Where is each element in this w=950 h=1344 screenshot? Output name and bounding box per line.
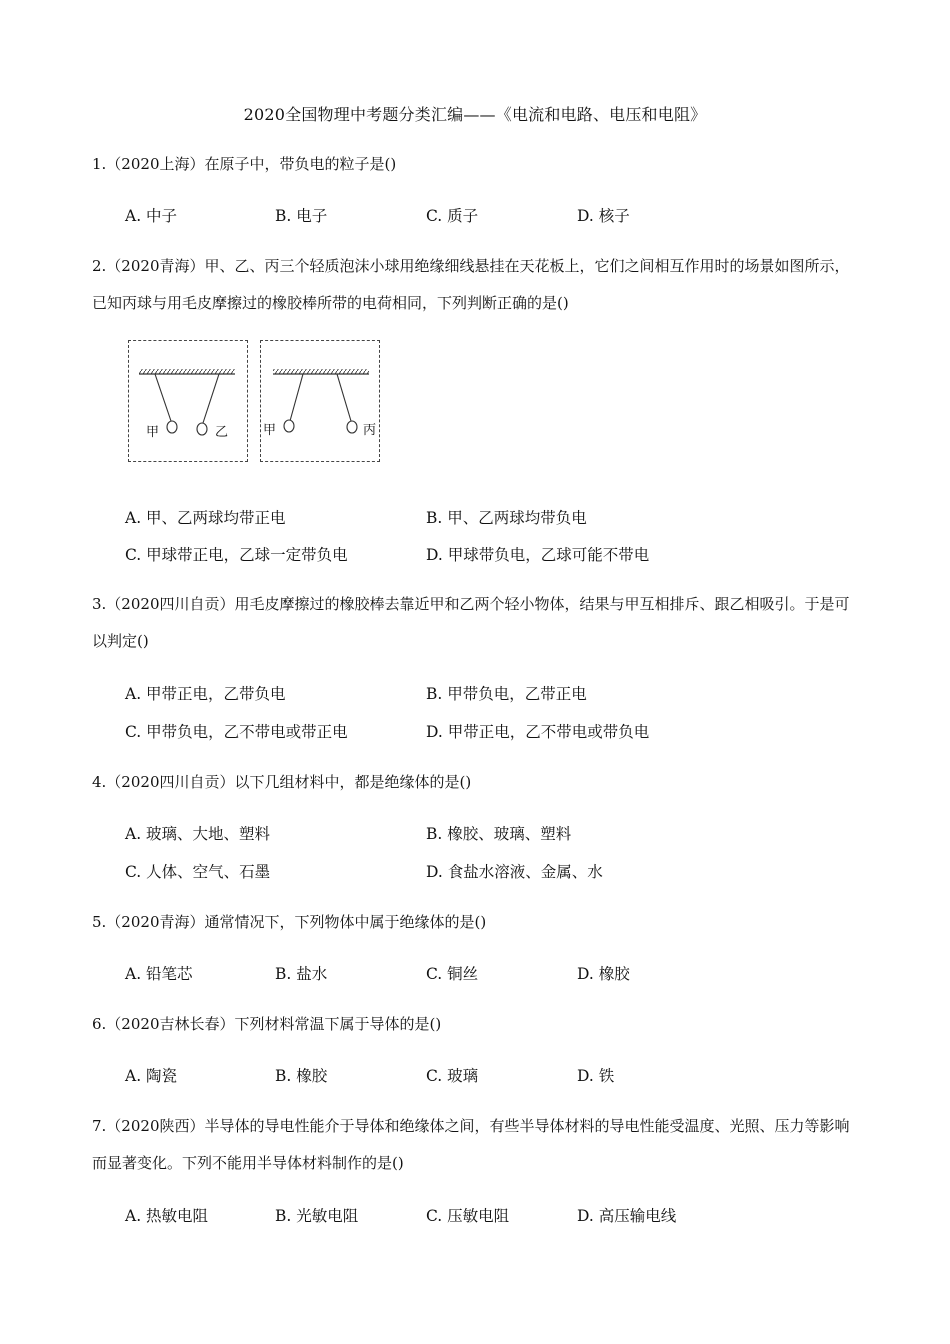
label-jia: 甲: [146, 425, 160, 440]
question-7-stem: 7.（2020陕西）半导体的导电性能介于导体和绝缘体之间，有些半导体材料的导电性能受温度、光照、压力等影响而显著变化。下列不能用半导体材料制作的是(): [92, 1117, 850, 1172]
question-7-option-b: B. 光敏电阻: [275, 1207, 359, 1225]
ball-yi: [197, 423, 207, 435]
ceiling-hatch: [139, 369, 235, 374]
figure-panel-left: [128, 340, 248, 462]
question-4-option-c: C. 人体、空气、石墨: [125, 863, 271, 881]
question-5-stem: 5.（2020青海）通常情况下，下列物体中属于绝缘体的是(): [92, 913, 487, 931]
question-4-option-b: B. 橡胶、玻璃、塑料: [426, 825, 572, 843]
question-6-stem: 6.（2020吉林长春）下列材料常温下属于导体的是(): [92, 1015, 442, 1033]
question-6-option-a: A. 陶瓷: [125, 1067, 178, 1085]
question-5-option-b: B. 盐水: [275, 965, 328, 983]
question-4-option-d: D. 食盐水溶液、金属、水: [426, 863, 603, 881]
question-2-option-c: C. 甲球带正电，乙球一定带负电: [125, 546, 348, 564]
question-2-stem: 2.（2020青海）甲、乙、丙三个轻质泡沫小球用绝缘细线悬挂在天花板上，它们之间相互作用时的场景如图所示，已知丙球与用毛皮摩擦过的橡胶棒所带的电荷相同，下列判断正确的是(): [92, 257, 850, 312]
question-1-option-c: C. 质子: [426, 207, 479, 225]
string-right-b: [337, 374, 351, 421]
string-left-a: [155, 374, 171, 421]
question-2-option-d: D. 甲球带负电，乙球可能不带电: [426, 546, 650, 564]
question-2-option-b: B. 甲、乙两球均带负电: [426, 509, 587, 527]
ball-bing: [347, 421, 357, 433]
question-3-option-d: D. 甲带正电，乙不带电或带负电: [426, 723, 650, 741]
label-bing: 丙: [363, 423, 377, 438]
question-7-option-d: D. 高压输电线: [577, 1207, 677, 1225]
question-4-stem: 4.（2020四川自贡）以下几组材料中，都是绝缘体的是(): [92, 773, 472, 791]
ceiling-hatch: [273, 369, 369, 374]
figure-panel-right: [260, 340, 380, 462]
string-right-a: [290, 374, 303, 421]
question-2-option-a: A. 甲、乙两球均带正电: [125, 509, 286, 527]
question-6-option-d: D. 铁: [577, 1067, 615, 1085]
question-3-option-c: C. 甲带负电，乙不带电或带正电: [125, 723, 348, 741]
question-5-option-c: C. 铜丝: [426, 965, 479, 983]
page-title: 2020全国物理中考题分类汇编——《电流和电路、电压和电阻》: [243, 105, 707, 124]
question-1-option-a: A. 中子: [125, 207, 178, 225]
question-1-option-b: B. 电子: [275, 207, 328, 225]
pendulum-diagram-right: [261, 341, 379, 461]
question-1-stem: 1.（2020上海）在原子中，带负电的粒子是(): [92, 155, 397, 173]
question-3-option-b: B. 甲带负电，乙带正电: [426, 685, 587, 703]
question-4-option-a: A. 玻璃、大地、塑料: [125, 825, 271, 843]
ball-jia: [167, 421, 177, 433]
question-1-option-d: D. 核子: [577, 207, 630, 225]
question-5-option-a: A. 铅笔芯: [125, 965, 193, 983]
question-7-option-c: C. 压敏电阻: [426, 1207, 510, 1225]
question-3-stem: 3.（2020四川自贡）用毛皮摩擦过的橡胶棒去靠近甲和乙两个轻小物体，结果与甲互相排斥、跟乙相吸引。于是可以判定(): [92, 595, 850, 650]
question-7-option-a: A. 热敏电阻: [125, 1207, 209, 1225]
question-6-option-b: B. 橡胶: [275, 1067, 328, 1085]
label-jia: 甲: [263, 423, 277, 438]
ball-jia: [284, 420, 294, 432]
question-5-option-d: D. 橡胶: [577, 965, 630, 983]
pendulum-diagram-left: [129, 341, 247, 461]
string-left-b: [203, 374, 219, 423]
question-3-option-a: A. 甲带正电，乙带负电: [125, 685, 286, 703]
label-yi: 乙: [215, 425, 229, 440]
question-6-option-c: C. 玻璃: [426, 1067, 479, 1085]
